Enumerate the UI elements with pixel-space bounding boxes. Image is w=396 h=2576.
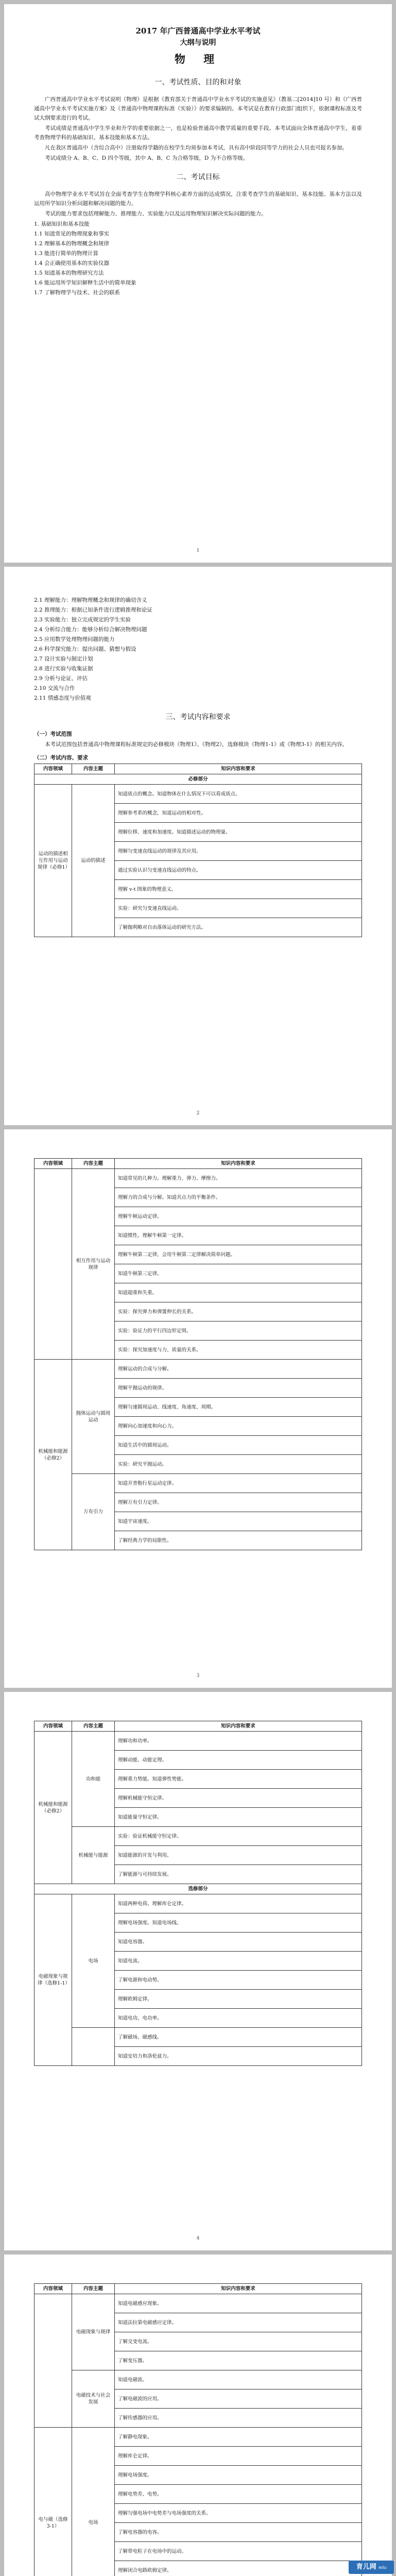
table-cell: 知道超重和失重。 xyxy=(115,1283,362,1302)
domain-cell: 运动的描述相互作用与运动规律（必修1） xyxy=(35,785,72,937)
theme-cell: 电场 xyxy=(72,2428,115,2576)
ability-list xyxy=(34,219,362,297)
table-cell: 知道能量守恒定律。 xyxy=(115,1808,362,1827)
table-cell: 了解带电粒子在电场中的运动。 xyxy=(115,2542,362,2561)
list-item: 2.8 进行实验与收集证据 xyxy=(34,666,93,672)
table-cell: 知道常见的几种力。理解重力、弹力、摩擦力。 xyxy=(115,1169,362,1188)
table-cell: 了解电容器的电容。 xyxy=(115,2523,362,2542)
table-cell: 理解电场强度。 xyxy=(115,2466,362,2485)
table-cell: 实验：探究加速度与力、质量的关系。 xyxy=(115,1341,362,1360)
list-item: 1.5 知道基本的物理研究方法 xyxy=(34,270,104,276)
list-item: 1.6 能运用所学知识解释生活中的简单现象 xyxy=(34,280,136,286)
table-cell: 理解运动的合成与分解。 xyxy=(115,1360,362,1379)
table-cell: 理解闭合电路欧姆定律。 xyxy=(115,2561,362,2576)
table-cell: 理解库仑定律。 xyxy=(115,2447,362,2466)
table-cell: 了解电源和电动势。 xyxy=(115,1971,362,1990)
list-item: 1. 基础知识和基本技能 xyxy=(34,221,90,227)
table-cell: 了解经典力学的局限性。 xyxy=(115,1531,362,1550)
table-header: 内容领域 xyxy=(35,764,72,774)
table-cell: 了解能源与可持续发展。 xyxy=(115,1865,362,1884)
table-cell: 知道宇宙速度。 xyxy=(115,1512,362,1531)
paragraph: 考试的能力要求包括理解能力、推理能力、实验能力以及运用物理知识解决实际问题的能力。 xyxy=(45,211,267,217)
paragraph: 本考试范围包括普通高中物理课程标准规定的必修模块《物理1》、《物理2》，选修模块《物理1-1》或《物理3-1》的相关内容。 xyxy=(45,741,348,748)
section-heading-3: 三、考试内容和要求 xyxy=(165,713,231,721)
table-header: 内容领域 xyxy=(35,1159,72,1169)
page-number: 3 xyxy=(196,1673,200,1679)
table-cell: 理解位移、速度和加速度。知道描述运动的物理量。 xyxy=(115,823,362,842)
band-row: 必修部分 xyxy=(35,774,362,785)
table-cell: 知道电磁感应现象。 xyxy=(115,2294,362,2313)
domain-cell xyxy=(35,1169,72,1360)
list-item: 2.6 科学探究能力：提出问题、猜想与假设 xyxy=(34,646,136,652)
table-cell: 了解磁场、磁感线。 xyxy=(115,2028,362,2047)
table-cell: 了解电磁波的应用。 xyxy=(115,2389,362,2409)
theme-cell: 抛体运动与圆周运动 xyxy=(72,1360,115,1474)
list-item: 1.1 知道常见的物理现象和事实 xyxy=(34,231,110,237)
paragraph: 广西普通高中学业水平考试说明（物理）是根据《教育部关于普通高中学业水平考试的实施意见》（教基二[2014]10 号）和《广西普通高中学业水平考试实施方案》及《普通高中物理课程标准（实验）》的要求编制的。本考试是在教育行政部门组织下，依据课程标准及考试大纲要求进行的考试。 xyxy=(34,96,362,121)
subheading: （一）考试范围 xyxy=(34,731,72,737)
domain-cell: 电磁现象与规律（选修1-1） xyxy=(35,1894,72,2066)
table-cell: 知道安培力和洛伦兹力。 xyxy=(115,2047,362,2066)
table-cell: 理解平抛运动的规律。 xyxy=(115,1379,362,1398)
table-cell: 知道两种电荷。理解库仑定律。 xyxy=(115,1894,362,1913)
theme-cell: 机械能与能源 xyxy=(72,1827,115,1884)
table-header: 内容主题 xyxy=(72,1721,115,1732)
page-number: 4 xyxy=(196,2236,200,2241)
list-item: 2.2 推理能力：根据已知条件进行逻辑推理和论证 xyxy=(34,607,153,613)
table-cell: 理解匀变速直线运动的规律及其应用。 xyxy=(115,842,362,861)
table-cell: 理解牛顿运动定律。 xyxy=(115,1207,362,1226)
table-cell: 理解电势差、电势。 xyxy=(115,2485,362,2504)
page-3 xyxy=(4,1129,392,1688)
table-cell: 了解伽利略对自由落体运动的研究方法。 xyxy=(115,918,362,937)
domain-cell: 电与磁（选修3-1） xyxy=(35,2428,72,2576)
list-item: 2.9 分析与论证、评估 xyxy=(34,675,88,682)
content-table xyxy=(34,1721,362,2066)
content-table xyxy=(34,1158,362,1550)
paragraph: 考试成绩是普通高中学生毕业和升学的重要依据之一，也是检验普通高中教学质量的重要手段。本考试面向全体普通高中学生，着重考查物理学科的基础知识、基本技能和基本方法。 xyxy=(34,125,362,141)
domain-cell: 机械能和能源（必修2） xyxy=(35,1732,72,1884)
domain-cell: 机械能和能源（必修2） xyxy=(35,1360,72,1550)
theme-cell: 功和能 xyxy=(72,1732,115,1827)
table-cell: 理解向心加速度和向心力。 xyxy=(115,1417,362,1436)
list-item: 1.2 理解基本的物理概念和规律 xyxy=(34,241,110,247)
site-logo[interactable] xyxy=(349,2561,394,2574)
doc-subtitle: 大纲与说明 xyxy=(180,39,216,47)
page-4 xyxy=(4,1692,392,2250)
paragraph: 高中物理学业水平考试旨在全面考查学生在物理学科核心素养方面的达成情况，注重考查学生的基础知识、基本技能、基本方法以及运用所学知识分析问题和解决问题的能力。 xyxy=(34,191,362,207)
paragraph: 凡在我区普通高中（含综合高中）注册取得学籍的在校学生均须参加本考试，具有高中阶段同等学力的社会人员也可报名参加。 xyxy=(45,145,348,151)
table-header: 内容主题 xyxy=(72,764,115,774)
table-cell: 知道惯性。理解牛顿第一定律。 xyxy=(115,1226,362,1245)
table-cell: 知道能源的开发与利用。 xyxy=(115,1846,362,1865)
theme-cell: 运动的描述 xyxy=(72,785,115,937)
table-header: 知识内容和要求 xyxy=(115,764,362,774)
table-cell: 知道牛顿第三定律。 xyxy=(115,1264,362,1283)
table-cell: 实验：研究平抛运动。 xyxy=(115,1455,362,1474)
table-cell: 了解交变电流。 xyxy=(115,2332,362,2351)
table-cell: 了解变压器。 xyxy=(115,2351,362,2370)
table-header: 知识内容和要求 xyxy=(115,2284,362,2294)
table-cell: 理解匀强电场中电势差与电场强度的关系。 xyxy=(115,2504,362,2523)
doc-title: 2017 年广西普通高中学业水平考试 xyxy=(135,26,261,36)
band-row: 选修部分 xyxy=(35,1884,362,1894)
grading-note: 考试成绩分 A、B、C、D 四个等级，其中 A、B、C 为合格等级，D 为不合格等级。 xyxy=(45,155,249,161)
table-header: 内容领域 xyxy=(35,1721,72,1732)
table-cell: 知道开普勒行星运动定律。 xyxy=(115,1474,362,1493)
table-header: 知识内容和要求 xyxy=(115,1159,362,1169)
page-number: 1 xyxy=(196,548,200,553)
table-cell: 理解重力势能。知道弹性势能。 xyxy=(115,1770,362,1789)
list-item: 2.3 实验能力：独立完成规定的学生实验 xyxy=(34,617,131,623)
table-cell: 了解静电现象。 xyxy=(115,2428,362,2447)
table-cell: 理解万有引力定律。 xyxy=(115,1493,362,1512)
table-cell: 知道电流。 xyxy=(115,1952,362,1971)
page-5 xyxy=(4,2255,392,2576)
table-cell: 实验：验证机械能守恒定律。 xyxy=(115,1827,362,1846)
theme-cell: 电场 xyxy=(72,1894,115,2028)
list-item: 2.5 应用数学处理物理问题的能力 xyxy=(34,636,115,642)
table-cell: 知道电容器。 xyxy=(115,1933,362,1952)
list-item: 1.7 了解物理学与技术、社会的联系 xyxy=(34,290,120,296)
page-2 xyxy=(4,567,392,1125)
table-cell: 理解牛顿第二定律，会用牛顿第二定律解决简单问题。 xyxy=(115,1245,362,1264)
list-item: 1.3 能进行简单的物理计算 xyxy=(34,250,99,257)
table-cell: 实验：研究匀变速直线运动。 xyxy=(115,899,362,918)
subheading: （二）考试内容、要求 xyxy=(34,755,88,761)
table-cell: 知道电磁波。 xyxy=(115,2370,362,2389)
table-cell: 知道电功、电功率。 xyxy=(115,2009,362,2028)
table-cell: 理解电场强度。知道电场线。 xyxy=(115,1913,362,1933)
table-header: 内容领域 xyxy=(35,2284,72,2294)
logo-text: 育儿网 xyxy=(356,2563,376,2571)
page-1 xyxy=(4,4,392,563)
table-cell: 了解传感器的应用。 xyxy=(115,2409,362,2428)
table-cell: 知道生活中的圆周运动。 xyxy=(115,1436,362,1455)
domain-cell xyxy=(35,2294,72,2428)
table-header: 内容主题 xyxy=(72,2284,115,2294)
list-item: 1.4 会正确使用基本的实验仪器 xyxy=(34,260,110,266)
section-heading-2: 二、考试目标 xyxy=(176,173,220,181)
table-header: 内容主题 xyxy=(72,1159,115,1169)
table-cell: 理解欧姆定律。 xyxy=(115,1990,362,2009)
list-item: 2.7 设计实验与制定计划 xyxy=(34,656,93,662)
list-item: 2.10 交流与合作 xyxy=(34,685,75,691)
section-heading-1: 一、考试性质、目的和对象 xyxy=(154,78,242,87)
table-cell: 理解机械能守恒定律。 xyxy=(115,1789,362,1808)
table-cell: 理解匀速圆周运动、线速度、角速度、周期。 xyxy=(115,1398,362,1417)
ability-list-2 xyxy=(34,596,362,703)
table-cell: 理解参考系的概念，知道运动的相对性。 xyxy=(115,804,362,823)
page-number: 2 xyxy=(196,1111,200,1116)
theme-cell: 电磁现象与规律 xyxy=(72,2294,115,2370)
table-cell: 通过实验认识匀变速直线运动的特点。 xyxy=(115,861,362,880)
table-cell: 理解功和功率。 xyxy=(115,1732,362,1751)
theme-cell: 万有引力 xyxy=(72,1474,115,1550)
table-cell: 知道质点的概念。知道物体在什么情况下可以看成质点。 xyxy=(115,785,362,804)
table-cell: 知道法拉第电磁感应定律。 xyxy=(115,2313,362,2332)
table-header: 知识内容和要求 xyxy=(115,1721,362,1732)
table-cell: 理解 v-t 图象的物理意义。 xyxy=(115,880,362,899)
theme-cell: 相互作用与运动规律 xyxy=(72,1169,115,1360)
doc-subject: 物 理 xyxy=(174,53,222,65)
table-cell: 理解动能、动能定理。 xyxy=(115,1751,362,1770)
table-cell: 实验：探究弹力和弹簧伸长的关系。 xyxy=(115,1302,362,1321)
theme-cell: 电磁技术与社会发展 xyxy=(72,2370,115,2428)
list-item: 2.1 理解能力：理解物理概念和规律的确切含义 xyxy=(34,597,147,603)
logo-sub: edu xyxy=(378,2565,387,2570)
theme-cell xyxy=(72,2028,115,2066)
table-cell: 理解力的合成与分解。知道共点力的平衡条件。 xyxy=(115,1188,362,1207)
list-item: 2.11 情感态度与价值观 xyxy=(34,695,91,701)
content-table xyxy=(34,764,362,937)
content-table xyxy=(34,2283,362,2576)
table-cell: 实验：验证力的平行四边形定则。 xyxy=(115,1321,362,1341)
list-item: 2.4 分析综合能力：能够分析综合解决物理问题 xyxy=(34,626,147,633)
